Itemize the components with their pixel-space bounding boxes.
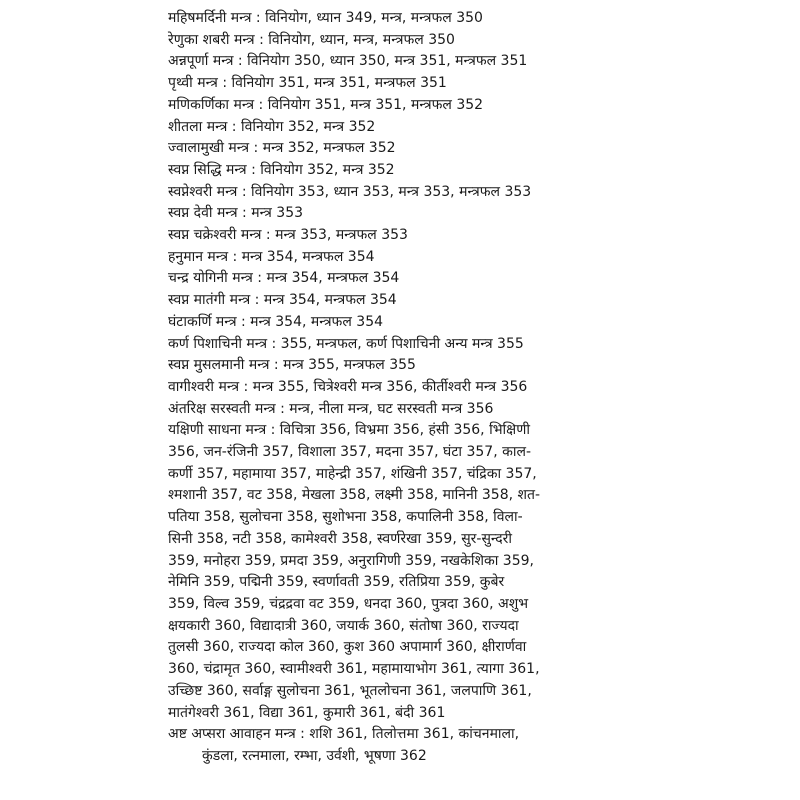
index-line-karna-pishachini: कर्ण पिशाचिनी मन्त्र : 355, मन्त्रफल, कर्ण पिशाचिनी अन्य मन्त्र 355 <box>168 335 524 352</box>
index-line-swapneshwari: स्वप्नेश्वरी मन्त्र : विनियोग 353, ध्यान 353, मन्त्र 353, मन्त्रफल 353 <box>168 183 532 200</box>
index-line-yakshini-cont-4: पतिया 358, सुलोचना 358, सुशोभना 358, कपालिनी 358, विला- <box>168 509 523 526</box>
index-line-swapna-siddhi: स्वप्न सिद्धि मन्त्र : विनियोग 352, मन्त्र 352 <box>168 161 395 178</box>
index-line-swapna-musalmani: स्वप्न मुसलमानी मन्त्र : मन्त्र 355, मन्त्रफल 355 <box>168 357 416 374</box>
index-line-swapna-chakreshwari: स्वप्न चक्रेश्वरी मन्त्र : मन्त्र 353, मन्त्रफल 353 <box>168 227 408 244</box>
index-line-annapurna: अन्नपूर्णा मन्त्र : विनियोग 350, ध्यान 350, मन्त्र 351, मन्त्रफल 351 <box>168 53 528 70</box>
index-line-antariksha-saraswati: अंतरिक्ष सरस्वती मन्त्र : मन्त्र, नीला मन्त्र, घट सरस्वती मन्त्र 356 <box>168 400 494 417</box>
index-line-yakshini-cont-3: श्मशानी 357, वट 358, मेखला 358, लक्ष्मी 358, मानिनी 358, शत- <box>168 487 541 504</box>
index-line-yakshini-cont-12: उच्छिष्ट 360, सर्वाङ्ग सुलोचना 361, भूतलोचना 361, जलपाणि 361, <box>168 682 532 699</box>
index-line-hanuman: हनुमान मन्त्र : मन्त्र 354, मन्त्रफल 354 <box>168 248 375 265</box>
index-line-yakshini-cont-10: तुलसी 360, राज्यदा कोल 360, कुश 360 अपामार्ग 360, क्षीरार्णवा <box>168 639 527 656</box>
index-line-yakshini-cont-8: 359, विल्व 359, चंद्रद्रवा वट 359, धनदा 360, पुत्रदा 360, अशुभ <box>168 595 529 612</box>
index-line-vageeshwari: वागीश्वरी मन्त्र : मन्त्र 355, चित्रेश्वरी मन्त्र 356, कीर्तीश्वरी मन्त्र 356 <box>168 378 528 395</box>
index-line-chandra-yogini: चन्द्र योगिनी मन्त्र : मन्त्र 354, मन्त्रफल 354 <box>168 270 400 287</box>
index-line-sheetala: शीतला मन्त्र : विनियोग 352, मन्त्र 352 <box>168 118 376 135</box>
index-line-swapna-devi: स्वप्न देवी मन्त्र : मन्त्र 353 <box>168 205 304 222</box>
index-line-yakshini-cont-9: क्षयकारी 360, विद्यादात्री 360, जयार्क 360, संतोषा 360, राज्यदा <box>168 617 519 634</box>
index-line-jwalamukhi: ज्वालामुखी मन्त्र : मन्त्र 352, मन्त्रफल 352 <box>168 140 396 157</box>
index-line-swapna-matangi: स्वप्न मातंगी मन्त्र : मन्त्र 354, मन्त्रफल 354 <box>168 292 397 309</box>
index-line-mahishamardini: महिषमर्दिनी मन्त्र : विनियोग, ध्यान 349, मन्त्र, मन्त्रफल 350 <box>168 10 483 26</box>
index-line-yakshini-cont-6: 359, मनोहरा 359, प्रमदा 359, अनुरागिणी 359, नखकेशिका 359, <box>168 552 534 569</box>
index-line-manikarnika: मणिकर्णिका मन्त्र : विनियोग 351, मन्त्र 351, मन्त्रफल 352 <box>168 96 484 113</box>
index-line-ashta-apsara: अष्ट अप्सरा आवाहन मन्त्र : शशि 361, तिलोत्तमा 361, कांचनमाला, <box>168 726 520 743</box>
index-line-renuka-shabari: रेणुका शबरी मन्त्र : विनियोग, ध्यान, मन्त्र, मन्त्रफल 350 <box>168 31 455 48</box>
index-line-ashta-apsara-cont: कुंडला, रत्नमाला, रम्भा, उर्वशी, भूषणा 362 <box>202 747 427 764</box>
index-line-yakshini-cont-1: 356, जन-रंजिनी 357, विशाला 357, मदना 357, घंटा 357, काल- <box>168 444 532 461</box>
index-line-ghantakarni: घंटाकर्णि मन्त्र : मन्त्र 354, मन्त्रफल 354 <box>168 313 384 330</box>
index-line-yakshini-cont-7: नेमिनि 359, पद्मिनी 359, स्वर्णावती 359, रतिप्रिया 359, कुबेर <box>168 574 505 591</box>
index-line-yakshini-sadhana: यक्षिणी साधना मन्त्र : विचित्रा 356, विभ्रमा 356, हंसी 356, भिक्षिणी <box>168 422 530 439</box>
index-line-yakshini-cont-5: सिनी 358, नटी 358, कामेश्वरी 358, स्वर्णरेखा 359, सुर-सुन्दरी <box>168 530 513 547</box>
index-line-yakshini-cont-2: कर्णी 357, महामाया 357, माहेन्द्री 357, शंखिनी 357, चंद्रिका 357, <box>168 465 537 482</box>
index-line-yakshini-cont-11: 360, चंद्रामृत 360, स्वामीश्वरी 361, महामायाभोग 361, त्यागा 361, <box>168 661 540 678</box>
index-line-yakshini-cont-13: मातंगेश्वरी 361, विद्या 361, कुमारी 361, बंदी 361 <box>168 704 446 721</box>
index-line-prithvi: पृथ्वी मन्त्र : विनियोग 351, मन्त्र 351, मन्त्रफल 351 <box>168 75 447 92</box>
index-text-block <box>168 8 638 768</box>
